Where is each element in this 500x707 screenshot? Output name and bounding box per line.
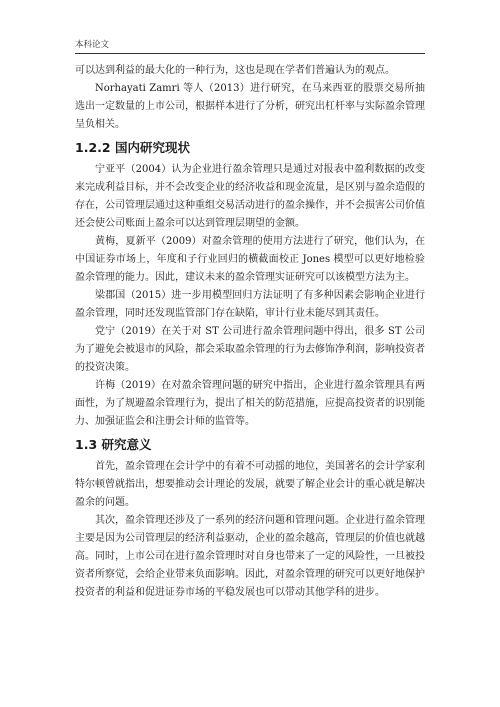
paragraph: 其次，盈余管理还涉及了一系列的经济问题和管理问题。企业进行盈余管理主要是因为公司管理层的经济利益驱动，企业的盈余越高，管理层的价值也就越高。同时，上市公司在进行盈余管理时对自身也带来了一定的风险性，一旦被投资者所察觉，会给企业带来负面影响。因此，对盈余管理的研究可以更好地保护投资者的利益和促进证券市场的平稳发展也可以带动其他学科的进步。: [75, 515, 425, 598]
paragraph: 党宁（2019）在关于对 ST 公司进行盈余管理问题中得出，很多 ST 公司为了避免会被退市的风险，都会采取盈余管理的行为去修饰净利润，影响投资者的投资决策。: [75, 326, 425, 373]
paragraph: 可以达到利益的最大化的一种行为，这也是现在学者们普遍认为的观点。: [75, 65, 395, 76]
document-body: [75, 62, 425, 602]
page-header-label: 本科论文: [75, 40, 110, 50]
paragraph: 梁郡国（2015）进一步用模型回归方法证明了有多种因素会影响企业进行盈余管理，同时还发现监管部门存在缺陷，审计行业未能尽到其责任。: [75, 290, 425, 319]
paragraph: Norhayati Zamri 等人（2013）进行研究，在马来西亚的股票交易所抽选出一定数量的上市公司，根据样本进行了分析，研究出杠杆率与实际盈余管理呈负相关。: [75, 83, 425, 130]
paragraph: 首先，盈余管理在会计学中的有着不可动摇的地位，美国著名的会计学家利特尔顿曾就指出，想要推动会计理论的发展，就要了解企业会计的重心就是解决盈余的问题。: [75, 461, 425, 508]
paragraph: 宁亚平（2004）认为企业进行盈余管理只是通过对报表中盈利数据的改变来完成利益目标，并不会改变企业的经济收益和现金流量，是区别与盈余造假的存在，公司管理层通过这种重组交易活动进行的盈余操作，并不会损害公司价值还会使公司账面上盈余可以达到管理层期望的金额。: [75, 164, 425, 229]
header-divider: [75, 53, 425, 54]
paragraph: 黄梅，夏新平（2009）对盈余管理的使用方法进行了研究，他们认为，在中国证券市场上，年度和子行业回归的横截面校正 Jones 模型可以更好地检验盈余管理的能力。因此，建议未来的盈余管理实证研究可以该模型方法为主。: [75, 236, 425, 283]
section-heading-research-significance: 1.3 研究意义: [75, 437, 152, 452]
section-heading-domestic-research: 1.2.2 国内研究现状: [75, 140, 190, 155]
paragraph: 许梅（2019）在对盈余管理问题的研究中指出，企业进行盈余管理具有两面性，为了规避盈余管理行为，提出了相关的防范措施，应提高投资者的识别能力、加强证监会和注册会计师的监管等。: [75, 380, 425, 427]
